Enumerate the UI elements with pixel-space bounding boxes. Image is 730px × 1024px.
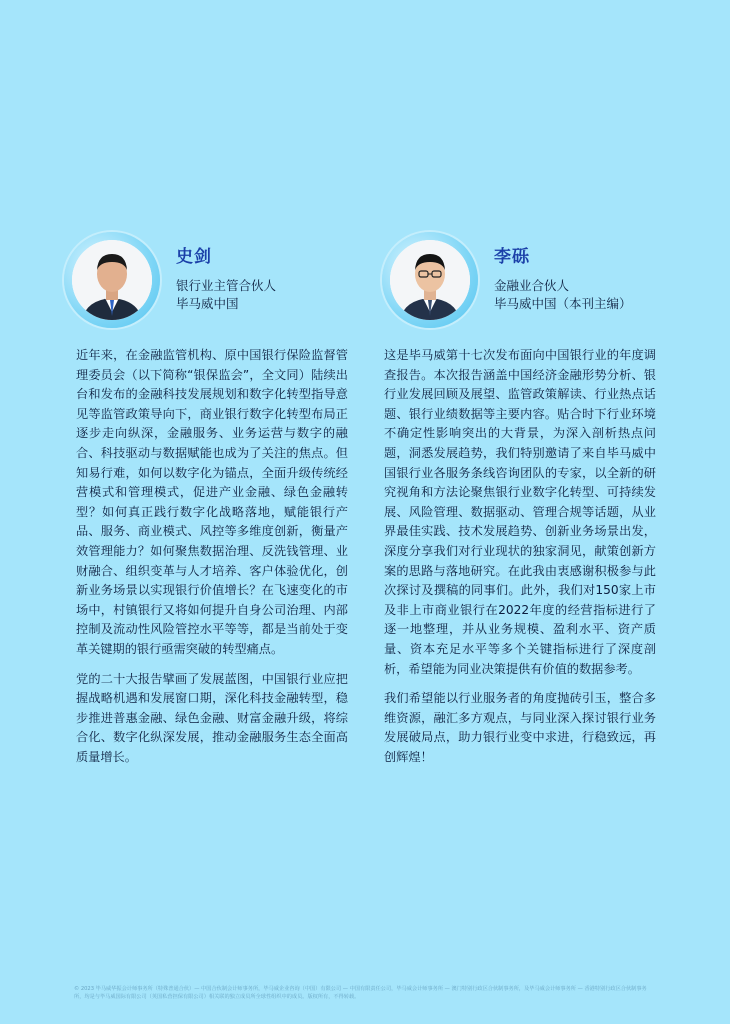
avatar-ring — [64, 232, 160, 328]
right-paragraph-2: 我们希望能以行业服务者的角度抛砖引玉，整合多维资源，融汇多方观点，与同业深入探讨银行业务发展破局点，助力银行业变中求进，行稳致远，再创辉煌！ — [384, 691, 656, 764]
person-card-shi-jian — [64, 232, 276, 328]
avatar-ring — [382, 232, 478, 328]
footer-copyright: © 2023 毕马威华振会计师事务所（特殊普通合伙）— 中国合伙制会计师事务所，毕马威企业咨询（中国）有限公司 — 中国有限责任公司，毕马威会计师事务所 — 澳门特别行政区合伙制事务所，及毕马威会计师事务所 — 香港特别行政区合伙制事务所，均是与毕马威国际有限公司（英国私营担保有限公司）相关联的独立成员所全球性组织中的成员。版权所有，不得转载。 — [74, 986, 647, 1000]
person-title: 金融业合伙人 — [494, 278, 570, 293]
person-name: 史剑 — [176, 247, 212, 267]
person-card-li-li — [382, 232, 632, 328]
person-name: 李砾 — [494, 247, 530, 267]
person-org: 毕马威中国（本刊主编） — [494, 296, 632, 311]
avatar-portrait-icon — [72, 240, 152, 320]
right-paragraph-1: 这是毕马威第十七次发布面向中国银行业的年度调查报告。本次报告涵盖中国经济金融形势分析、银行业发展回顾及展望、监管政策解读、行业热点话题、银行业绩数据等主要内容。贴合时下行业环境不确定性影响突出的大背景，为深入剖析热点问题，洞悉发展趋势，我们特别邀请了来自毕马威中国银行业各服务条线咨询团队的专家，以全新的研究视角和方法论聚焦银行业数字化转型、可持续发展、风险管理、数据驱动、管理合规等话题，从业界最佳实践、技术发展趋势、创新业务场景出发，深度分享我们对行业现状的独家洞见，献策创新方案的思路与落地研究。在此我由衷感谢积极参与此次探讨及撰稿的同事们。此外，我们对150家上市及非上市商业银行在2022年度的经营指标进行了逐一地整理，并从业务规模、盈利水平、资产质量、资本充足水平等多个关键指标进行了深度剖析，希望能为同业决策提供有价值的数据参考。 — [384, 348, 656, 676]
avatar-portrait-icon — [390, 240, 470, 320]
left-column-text — [76, 346, 348, 777]
right-column-text — [384, 346, 656, 777]
person-title: 银行业主管合伙人 — [176, 278, 277, 293]
person-org: 毕马威中国 — [176, 296, 239, 311]
person-info — [176, 242, 276, 313]
left-paragraph-1: 近年来，在金融监管机构、原中国银行保险监督管理委员会（以下简称“银保监会”，全文同）陆续出台和发布的金融科技发展规划和数字化转型指导意见等监管政策导向下，商业银行数字化转型布局正逐步走向纵深，金融服务、业务运营与数字的融合、科技驱动与数据赋能也成为了关注的焦点。但知易行难，如何以数字化为锚点，全面升级传统经营模式和管理模式，促进产业金融、绿色金融转型？如何真正践行数字化战略落地，赋能银行产品、服务、商业模式、风控等多维度创新，衡量产效管理能力？如何聚焦数据治理、反洗钱管理、业财融合、组织变革与人才培养、客户体验优化，创新业务场景以实现银行价值增长？在飞速变化的市场中，村镇银行又将如何提升自身公司治理、内部控制及流动性风险管控水平等等，都是当前处于变革关键期的银行亟需突破的转型痛点。 — [76, 348, 348, 656]
left-paragraph-2: 党的二十大报告擘画了发展蓝图，中国银行业应把握战略机遇和发展窗口期，深化科技金融转型，稳步推进普惠金融、绿色金融、财富金融升级，将综合化、数字化纵深发展，推动金融服务生态全面高质量增长。 — [76, 671, 348, 764]
person-info — [494, 242, 632, 313]
